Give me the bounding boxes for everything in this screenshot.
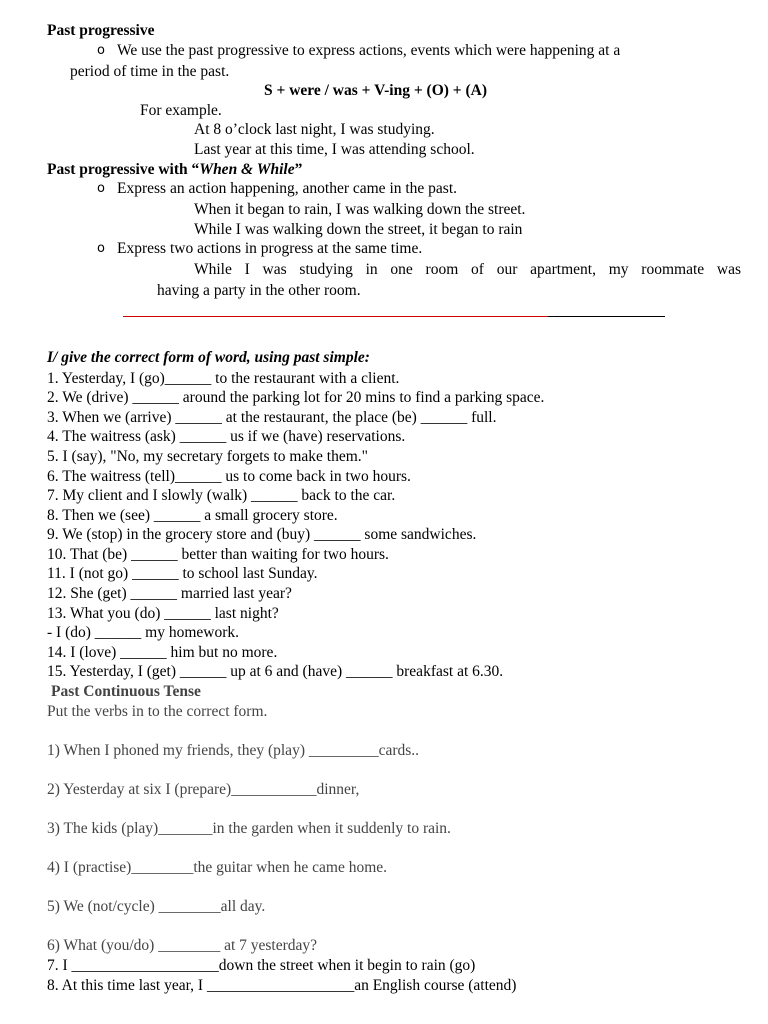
usage-point: Express two actions in progress at the same time.: [117, 240, 423, 257]
exercise-item: 6. The waitress (tell)______ us to come back in two hours.: [47, 468, 411, 485]
exercise-item: 4. The waitress (ask) ______ us if we (have) reservations.: [47, 428, 406, 445]
exercise2-instruction: Put the verbs in to the correct form.: [47, 703, 268, 720]
example-label: For example.: [140, 102, 222, 119]
exercise-item: 15. Yesterday, I (get) ______ up at 6 and (have) ______ breakfast at 6.30.: [47, 663, 504, 680]
usage-point: Express an action happening, another came in the past.: [117, 180, 458, 197]
exercise-item: 6) What (you/do) ________ at 7 yesterday?: [47, 937, 318, 954]
exercise-item: 5. I (say), "No, my secretary forgets to make them.": [47, 448, 368, 465]
exercise-item: 7. I ___________________down the street when it begin to rain (go): [47, 957, 476, 974]
definition-line-2: period of time in the past.: [70, 63, 230, 80]
divider-red-segment: [123, 316, 548, 317]
exercise-item: 2. We (drive) ______ around the parking lot for 20 mins to find a parking space.: [47, 389, 545, 406]
example-sentence: While I was walking down the street, it began to rain: [194, 221, 523, 238]
exercise-item: 5) We (not/cycle) ________all day.: [47, 898, 266, 915]
example-sentence: At 8 o’clock last night, I was studying.: [194, 121, 435, 138]
formula: S + were / was + V-ing + (O) + (A): [264, 82, 488, 99]
exercise-item: 1. Yesterday, I (go)______ to the restaurant with a client.: [47, 370, 400, 387]
exercise-item: 7. My client and I slowly (walk) ______ back to the car.: [47, 487, 396, 504]
example-sentence-justified: While I was studying in one room of our apartment, my roommate was: [194, 261, 741, 278]
exercise-item: 9. We (stop) in the grocery store and (buy) ______ some sandwiches.: [47, 526, 477, 543]
exercise-item: 10. That (be) ______ better than waiting for two hours.: [47, 546, 389, 563]
definition-line-1: We use the past progressive to express actions, events which were happening at a: [117, 42, 621, 59]
exercise-item: 8. At this time last year, I ___________________an English course (attend): [47, 977, 517, 994]
exercise1-heading: I/ give the correct form of word, using past simple:: [47, 349, 370, 366]
bullet-marker: o: [97, 181, 105, 196]
example-sentence-continued: having a party in the other room.: [157, 282, 361, 299]
exercise-item: 1) When I phoned my friends, they (play) _________cards..: [47, 742, 420, 759]
example-sentence: When it began to rain, I was walking down the street.: [194, 201, 526, 218]
section-title-past-progressive: Past progressive: [47, 22, 155, 39]
example-sentence: Last year at this time, I was attending school.: [194, 141, 475, 158]
exercise-item: 13. What you (do) ______ last night?: [47, 605, 279, 622]
exercise-item: 3. When we (arrive) ______ at the restaurant, the place (be) ______ full.: [47, 409, 497, 426]
exercise-item: 8. Then we (see) ______ a small grocery store.: [47, 507, 338, 524]
exercise-item: 11. I (not go) ______ to school last Sunday.: [47, 565, 318, 582]
exercise2-title: Past Continuous Tense: [51, 683, 201, 700]
exercise-item: 2) Yesterday at six I (prepare)___________dinner,: [47, 781, 360, 798]
exercise-item: 3) The kids (play)_______in the garden when it suddenly to rain.: [47, 820, 451, 837]
section-title-when-while: Past progressive with “When & While”: [47, 161, 303, 178]
divider-black-segment: [548, 316, 665, 317]
bullet-marker: o: [97, 241, 105, 256]
exercise-item: 4) I (practise)________the guitar when he came home.: [47, 859, 388, 876]
exercise-item: 14. I (love) ______ him but no more.: [47, 644, 278, 661]
exercise-item: - I (do) ______ my homework.: [47, 624, 239, 641]
bullet-marker: o: [97, 43, 105, 58]
exercise-item: 12. She (get) ______ married last year?: [47, 585, 292, 602]
